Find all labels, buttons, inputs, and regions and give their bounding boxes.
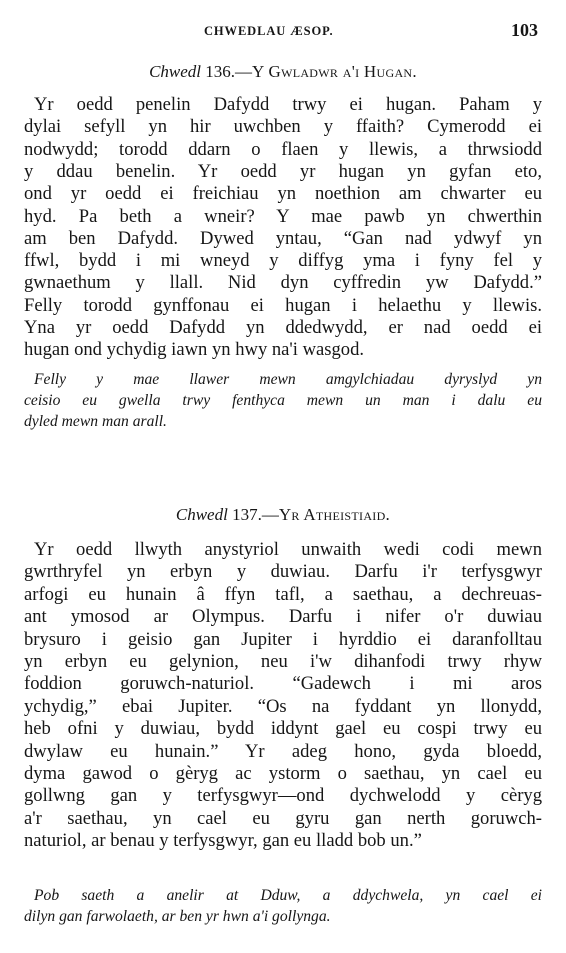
text-line: Yr oedd penelin Dafydd trwy ei hugan. Paham y [34,94,542,115]
text-line: dwylaw eu hunain.” Yr adeg hono, gyda bloedd, [24,740,542,762]
text-line: ant ymosod ar Olympus. Darfu i nifer o'r duwiau [24,606,542,628]
text-line: Yr oedd llwyth anystyriol unwaith wedi codi mewn [34,539,542,560]
text-line: ychydig,” ebai Jupiter. “Os na fyddant yn llonydd, [24,695,542,717]
fable-137-title [0,505,566,525]
text-line: dylai sefyll yn hir uwchben y ffaith? Cymerodd ei [24,116,542,138]
running-head [24,20,544,42]
fable-name: Y Gwladwr a'i Hugan. [252,62,417,81]
moral-line: dilyn gan farwolaeth, ar ben yr hwn a'i gollynga. [24,908,331,925]
text-line: heb ofni y duwiau, bydd iddynt gael eu cospi trwy eu [24,718,542,740]
fable-number: 137.— [232,505,279,524]
moral-line: ceisio eu gwella trwy fenthyca mewn un man i dalu eu [24,392,542,409]
text-line: yn erbyn eu gelynion, neu i'w dihanfodi trwy rhyw [24,651,542,672]
text-line: hugan ond ychydig iawn yn hwy na'i wasgod. [24,339,365,361]
moral-line: Pob saeth a anelir at Dduw, a ddychwela, yn cael ei [34,887,542,904]
text-line: foddion goruwch-naturiol. “Gadewch i mi aros [24,673,542,695]
text-line: a'r saethau, yn cael eu gyru gan nerth goruwch- [24,807,542,829]
fable-name: Yr Atheistiaid. [278,505,391,524]
text-line: ond yr oedd ei freichiau yn noethion am chwarter eu [24,183,542,205]
text-line: gwnaethum y llall. Nid dyn cyffredin yw Dafydd.” [24,272,542,294]
fable-number: 136.— [205,62,253,81]
text-line: gwrthryfel yn erbyn y duwiau. Darfu i'r terfysgwyr [24,561,542,583]
text-line: Yna yr oedd Dafydd yn ddedwydd, er nad oedd ei [24,317,542,338]
text-line: naturiol, ar benau y terfysgwyr, gan eu lladd bob un.” [24,830,422,852]
text-line: arfogi eu hunain â ffyn tafl, a saethau, a dechreuas- [24,583,542,605]
text-line: nodwydd; torodd ddarn o flaen y llewis, a thrwsiodd [24,138,542,160]
text-line: y ddau benelin. Yr oedd yr hugan yn gyfan eto, [24,160,542,182]
text-line: Felly torodd gynffonau ei hugan i helaethu y llewis. [24,294,542,316]
page-number: 103 [511,20,538,40]
moral-line: Felly y mae llawer mewn amgylchiadau dyryslyd yn [34,371,542,388]
moral-line: dyled mewn man arall. [24,413,167,430]
text-line: hyd. Pa beth a wneir? Y mae pawb yn chwerthin [24,205,542,227]
fable-label: Chwedl [149,62,202,81]
text-line: brysuro i geisio gan Jupiter i hyrddio ei daranfolltau [24,628,542,650]
fable-136-title [0,62,566,82]
text-line: dyma gawod o gèryg ac ystorm o saethau, yn cael eu [24,763,542,784]
text-line: gollwng gan y terfysgwyr—ond dychwelodd y cèryg [24,785,542,807]
text-line: am ben Dafydd. Dywed yntau, “Gan nad ydwyf yn [24,227,542,249]
text-line: ffwl, bydd i mi wneyd y diffyg yma i fyny fel y [24,250,542,272]
running-title: CHWEDLAU ÆSOP. [204,24,334,38]
fable-label: Chwedl [175,505,228,524]
